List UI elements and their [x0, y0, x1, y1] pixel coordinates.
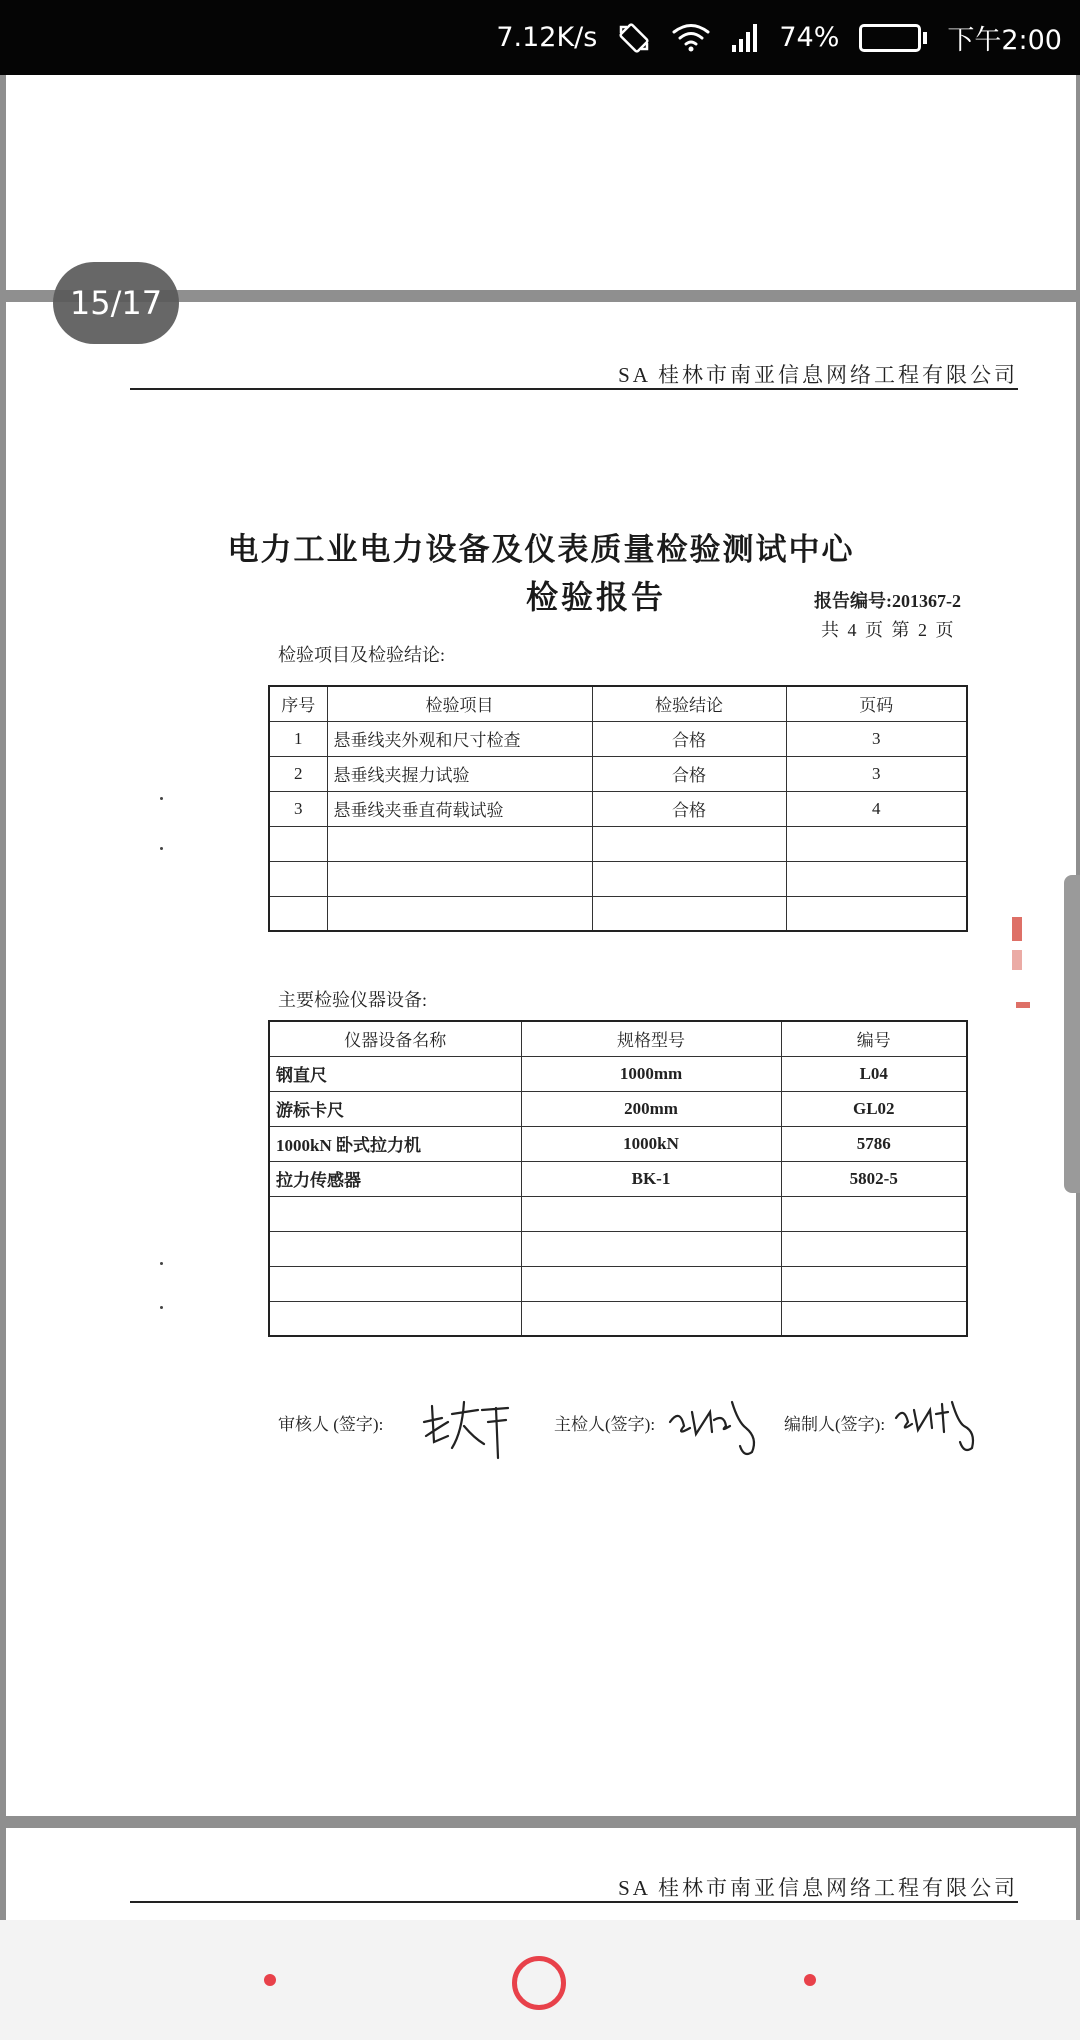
report-number: 报告编号:201367-2 — [814, 591, 961, 611]
inspector-label: 主检人(签字): — [554, 1415, 656, 1434]
table-cell: 5786 — [781, 1126, 967, 1161]
table-header-row — [269, 686, 967, 721]
signature-row — [278, 1392, 978, 1452]
scan-speck — [160, 1306, 163, 1309]
table-cell — [786, 826, 967, 861]
table-row — [269, 1266, 967, 1301]
network-speed: 7.12K/s — [496, 22, 598, 53]
table-cell: 1000mm — [521, 1056, 781, 1091]
scan-speck — [160, 1262, 163, 1265]
table-cell — [327, 896, 592, 931]
table-cell: 游标卡尺 — [269, 1091, 521, 1126]
table-cell — [269, 861, 327, 896]
table-row — [269, 1231, 967, 1266]
reviewer-label: 审核人 (签字): — [278, 1415, 384, 1434]
header-rule — [130, 388, 1018, 390]
table-row — [269, 1056, 967, 1091]
stamp-fragment — [1016, 1002, 1030, 1008]
col-header: 规格型号 — [521, 1021, 781, 1056]
table-row — [269, 791, 967, 826]
page-counter: 15/17 — [53, 262, 179, 344]
table-row — [269, 896, 967, 931]
table-cell — [781, 1301, 967, 1336]
table-cell — [269, 826, 327, 861]
scan-speck — [160, 797, 163, 800]
table-cell — [521, 1301, 781, 1336]
table-row — [269, 1301, 967, 1336]
document-title: 电力工业电力设备及仪表质量检验测试中心 — [227, 532, 855, 567]
items-section-label: 检验项目及检验结论: — [278, 645, 446, 665]
table-cell — [781, 1196, 967, 1231]
table-cell — [781, 1266, 967, 1301]
table-cell — [521, 1266, 781, 1301]
table-cell: 合格 — [592, 721, 786, 756]
table-row — [269, 1196, 967, 1231]
table-row — [269, 826, 967, 861]
table-cell — [521, 1196, 781, 1231]
table-cell — [269, 896, 327, 931]
header-rule — [130, 1901, 1018, 1903]
previous-page — [6, 75, 1076, 290]
rotation-icon — [617, 21, 651, 55]
table-cell: 悬垂线夹垂直荷载试验 — [327, 791, 592, 826]
table-cell: 1000kN 卧式拉力机 — [269, 1126, 521, 1161]
page-header-company: SA 桂林市南亚信息网络工程有限公司 — [618, 1876, 1018, 1900]
table-cell — [592, 861, 786, 896]
next-page — [6, 1828, 1076, 1920]
table-cell — [269, 1301, 521, 1336]
table-cell — [269, 1266, 521, 1301]
table-cell: 2 — [269, 756, 327, 791]
compiler-signature — [892, 1392, 982, 1462]
table-cell: 悬垂线夹外观和尺寸检查 — [327, 721, 592, 756]
reviewer-signature — [418, 1392, 514, 1462]
battery-icon — [859, 24, 927, 52]
status-bar — [0, 0, 1080, 75]
inspection-items-table — [268, 685, 968, 932]
compiler-label: 编制人(签字): — [784, 1415, 886, 1434]
table-cell: 3 — [786, 721, 967, 756]
table-cell: 合格 — [592, 791, 786, 826]
table-row — [269, 1126, 967, 1161]
table-row — [269, 721, 967, 756]
stamp-fragment — [1012, 950, 1022, 970]
table-cell: 200mm — [521, 1091, 781, 1126]
scan-speck — [160, 847, 163, 850]
home-button[interactable] — [512, 1956, 566, 2010]
table-cell: GL02 — [781, 1091, 967, 1126]
table-cell — [327, 826, 592, 861]
table-row — [269, 756, 967, 791]
table-cell: 1 — [269, 721, 327, 756]
page-info: 共 4 页 第 2 页 — [821, 620, 956, 640]
battery-percent: 74% — [779, 22, 840, 53]
col-header: 编号 — [781, 1021, 967, 1056]
scroll-handle[interactable] — [1064, 875, 1080, 1193]
col-header: 序号 — [269, 686, 327, 721]
table-cell — [786, 896, 967, 931]
recents-button[interactable] — [804, 1974, 816, 1986]
document-subtitle: 检验报告 — [526, 579, 667, 615]
table-cell — [786, 861, 967, 896]
page-header-company: SA 桂林市南亚信息网络工程有限公司 — [618, 363, 1018, 387]
wifi-icon — [671, 22, 711, 54]
col-header: 仪器设备名称 — [269, 1021, 521, 1056]
table-cell — [592, 826, 786, 861]
inspector-signature — [666, 1392, 766, 1462]
instruments-section-label: 主要检验仪器设备: — [278, 990, 428, 1010]
col-header: 检验结论 — [592, 686, 786, 721]
current-page — [6, 302, 1076, 1816]
navigation-bar — [0, 1920, 1080, 2040]
table-row — [269, 861, 967, 896]
stamp-fragment — [1012, 917, 1022, 941]
table-cell — [327, 861, 592, 896]
table-header-row — [269, 1021, 967, 1056]
table-cell: L04 — [781, 1056, 967, 1091]
table-cell — [781, 1231, 967, 1266]
table-row — [269, 1161, 967, 1196]
table-cell: 拉力传感器 — [269, 1161, 521, 1196]
instruments-table — [268, 1020, 968, 1337]
table-cell: 4 — [786, 791, 967, 826]
table-cell: BK-1 — [521, 1161, 781, 1196]
clock: 下午2:00 — [947, 25, 1062, 56]
table-cell: 3 — [786, 756, 967, 791]
back-button[interactable] — [264, 1974, 276, 1986]
table-cell: 合格 — [592, 756, 786, 791]
table-cell — [269, 1231, 521, 1266]
document-viewer[interactable] — [0, 75, 1080, 1920]
table-row — [269, 1091, 967, 1126]
table-cell: 3 — [269, 791, 327, 826]
table-cell — [521, 1231, 781, 1266]
table-cell: 1000kN — [521, 1126, 781, 1161]
signal-icon — [731, 23, 759, 53]
col-header: 页码 — [786, 686, 967, 721]
table-cell: 悬垂线夹握力试验 — [327, 756, 592, 791]
table-cell — [269, 1196, 521, 1231]
table-cell: 钢直尺 — [269, 1056, 521, 1091]
col-header: 检验项目 — [327, 686, 592, 721]
table-cell: 5802-5 — [781, 1161, 967, 1196]
table-cell — [592, 896, 786, 931]
